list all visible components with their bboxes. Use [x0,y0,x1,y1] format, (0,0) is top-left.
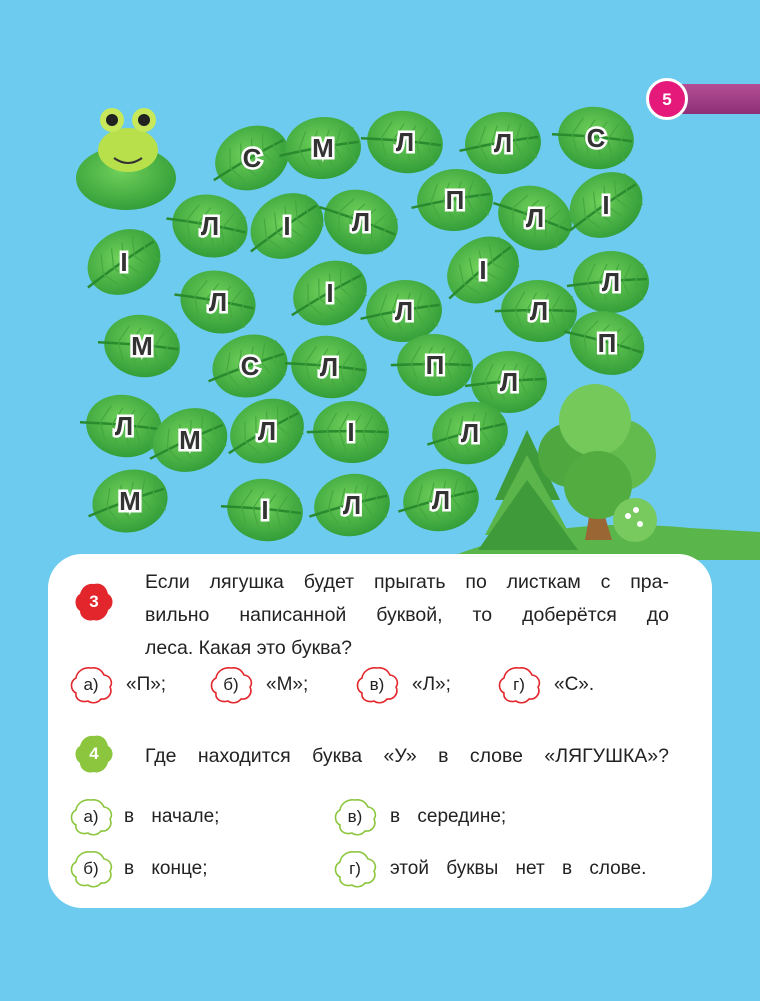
q3-option-a-label: а) [83,675,99,694]
question-3-number: 3 [89,592,99,611]
question-4-line: Где находится буква «У» в слове «ЛЯГУШКА»? [145,745,669,767]
leaf-letter: Л [499,367,519,397]
leaf-letter: Ɩ [283,211,291,241]
q3-option-b-label: б) [223,675,239,694]
question-3-text [145,566,669,665]
leaf-letter: Л [200,211,220,241]
q3-option-c-text: «Л»; [412,674,451,695]
leaf-letter: Л [395,127,415,157]
leaf-letter: Л [208,287,228,317]
leaf-letter: Л [525,203,545,233]
q3-option-b-text: «М»; [266,674,309,695]
leaf-letter: Ɩ [261,495,269,525]
q4-option-d-label: г) [349,859,361,878]
leaf-letter: Л [493,128,513,158]
frog-icon [76,108,176,210]
leaf-letter: Л [342,490,362,520]
exercise-panel [48,554,712,908]
leaf-letter: Л [601,267,621,297]
q4-option-c-label: в) [347,807,363,826]
question-3-line-1: Если лягушка будет прыгать по листкам с пра- [145,571,669,593]
question-3-line-3: леса. Какая это буква? [145,637,352,659]
page-number: 5 [662,90,672,109]
q4-option-a-label: а) [83,807,99,826]
leaf-letter: Ɩ [347,417,355,447]
leaf-letter: Ɩ [120,247,128,277]
question-4-number: 4 [89,744,99,763]
q4-option-a-text: в начале; [124,806,220,827]
leaf-letter: М [131,331,153,361]
q4-option-b-label: б) [83,859,99,878]
question-3-line-2: вильно написанной буквой, то доберётся до [145,604,669,626]
leaf-letter: Ɩ [326,278,334,308]
q3-option-d-text: «С». [554,674,595,695]
leaf-letter: М [179,425,201,455]
q3-option-d-label: г) [513,675,525,694]
leaf-letter: Л [319,352,339,382]
leaf-letter: Л [394,296,414,326]
q3-option-a-text: «П»; [126,674,167,695]
leaf-letter: С [586,123,606,153]
leaf-letter: Ɩ [602,190,610,220]
leaf-letter: Л [529,296,549,326]
leaf-letter: С [240,351,260,381]
q4-option-c-text: в середине; [390,806,507,827]
leaf-letter: Л [114,411,134,441]
leaf-letter: П [445,185,465,215]
leaf-letter: Л [460,418,480,448]
leaf-letter: М [119,486,141,516]
leaf-letter: П [425,350,445,380]
leaf-letter: Л [351,207,371,237]
leaf-letter: Ɩ [479,255,487,285]
leaf-letter: С [242,143,262,173]
q3-option-c-label: в) [369,675,385,694]
leaf-letter: П [597,328,617,358]
q4-option-b-text: в конце; [124,858,208,879]
leaf-letter: М [312,133,334,163]
question-4-text [145,740,669,773]
leaf-letter: Л [257,416,277,446]
q4-option-d-text: этой буквы нет в слове. [390,858,647,879]
leaf-letter: Л [431,485,451,515]
